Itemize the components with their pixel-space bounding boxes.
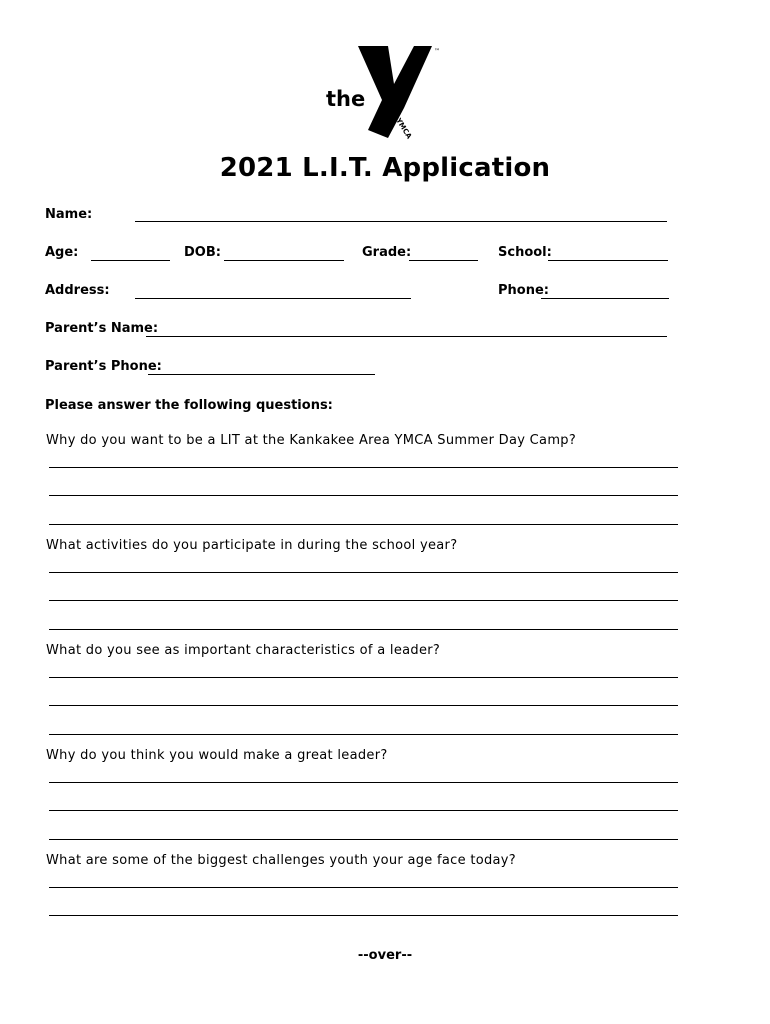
dob-label: DOB: <box>184 245 221 260</box>
answer-line[interactable] <box>49 839 678 840</box>
address-label: Address: <box>45 283 110 298</box>
question-2: What activities do you participate in during the school year? <box>46 538 458 553</box>
ymca-logo-icon <box>322 42 446 140</box>
question-1: Why do you want to be a LIT at the Kankakee Area YMCA Summer Day Camp? <box>46 433 577 448</box>
answer-line[interactable] <box>49 600 678 601</box>
grade-field[interactable] <box>409 260 478 261</box>
page-title: 2021 L.I.T. Application <box>219 153 551 183</box>
answer-line[interactable] <box>49 629 678 630</box>
answer-line[interactable] <box>49 810 678 811</box>
answer-line[interactable] <box>49 782 678 783</box>
answer-line[interactable] <box>49 495 678 496</box>
over-footer: --over-- <box>357 948 413 963</box>
answer-line[interactable] <box>49 705 678 706</box>
address-field[interactable] <box>135 298 411 299</box>
phone-label: Phone: <box>498 283 549 298</box>
answer-line[interactable] <box>49 734 678 735</box>
question-5: What are some of the biggest challenges youth your age face today? <box>46 853 516 868</box>
answer-line[interactable] <box>49 524 678 525</box>
parent-phone-field[interactable] <box>148 374 375 375</box>
question-3: What do you see as important characteristics of a leader? <box>46 643 441 658</box>
answer-line[interactable] <box>49 467 678 468</box>
grade-label: Grade: <box>362 245 412 260</box>
answer-line[interactable] <box>49 915 678 916</box>
age-field[interactable] <box>91 260 170 261</box>
answer-line[interactable] <box>49 677 678 678</box>
ymca-logo <box>322 42 446 140</box>
logo-word: the <box>326 87 366 111</box>
logo-tm: ™ <box>434 48 440 55</box>
question-4: Why do you think you would make a great leader? <box>46 748 388 763</box>
school-field[interactable] <box>548 260 668 261</box>
age-label: Age: <box>45 245 79 260</box>
instructions: Please answer the following questions: <box>45 398 333 413</box>
answer-line[interactable] <box>49 572 678 573</box>
dob-field[interactable] <box>224 260 344 261</box>
phone-field[interactable] <box>541 298 669 299</box>
name-label: Name: <box>45 207 93 222</box>
logo-mark: YMCA <box>394 116 414 140</box>
parent-phone-label: Parent’s Phone: <box>45 359 162 374</box>
parent-name-label: Parent’s Name: <box>45 321 159 336</box>
name-field[interactable] <box>135 221 667 222</box>
answer-line[interactable] <box>49 887 678 888</box>
school-label: School: <box>498 245 552 260</box>
parent-name-field[interactable] <box>146 336 667 337</box>
